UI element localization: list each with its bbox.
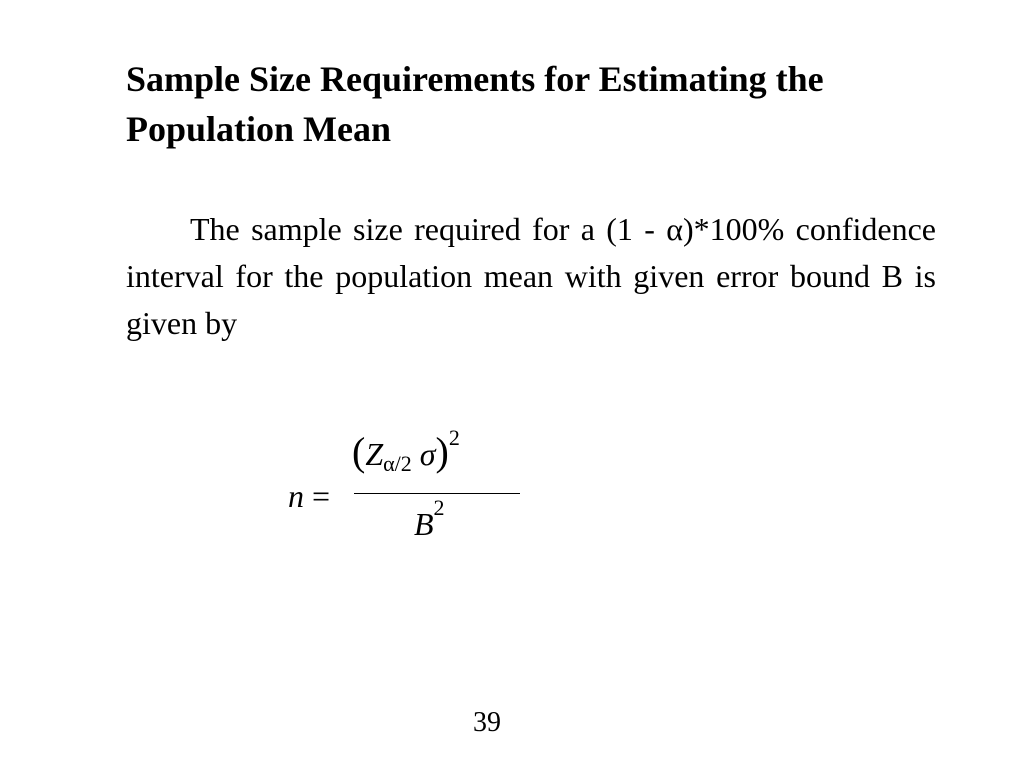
formula-n: n (288, 478, 304, 514)
formula-numerator-exponent: 2 (448, 425, 460, 450)
formula-numerator (352, 425, 460, 476)
body-paragraph: The sample size required for a (1 - α)*100% confidence interval for the population mean with given error bound B is given by (126, 211, 936, 341)
formula-z-subscript: α/2 (383, 451, 412, 476)
sample-size-formula (288, 426, 528, 556)
formula-equals: = (312, 478, 331, 514)
page-number: 39 (473, 707, 501, 738)
formula-close-paren: ) (435, 429, 449, 474)
formula-z: Z (365, 436, 384, 472)
slide-title: Sample Size Requirements for Estimating the Population Mean (126, 59, 824, 149)
formula-sigma: σ (419, 436, 436, 472)
fraction-bar (354, 493, 520, 494)
formula-denominator (414, 495, 445, 543)
formula-denominator-exponent: 2 (433, 495, 445, 520)
formula-open-paren: ( (352, 429, 366, 474)
formula-lhs (288, 478, 330, 515)
formula-b: B (414, 506, 434, 542)
